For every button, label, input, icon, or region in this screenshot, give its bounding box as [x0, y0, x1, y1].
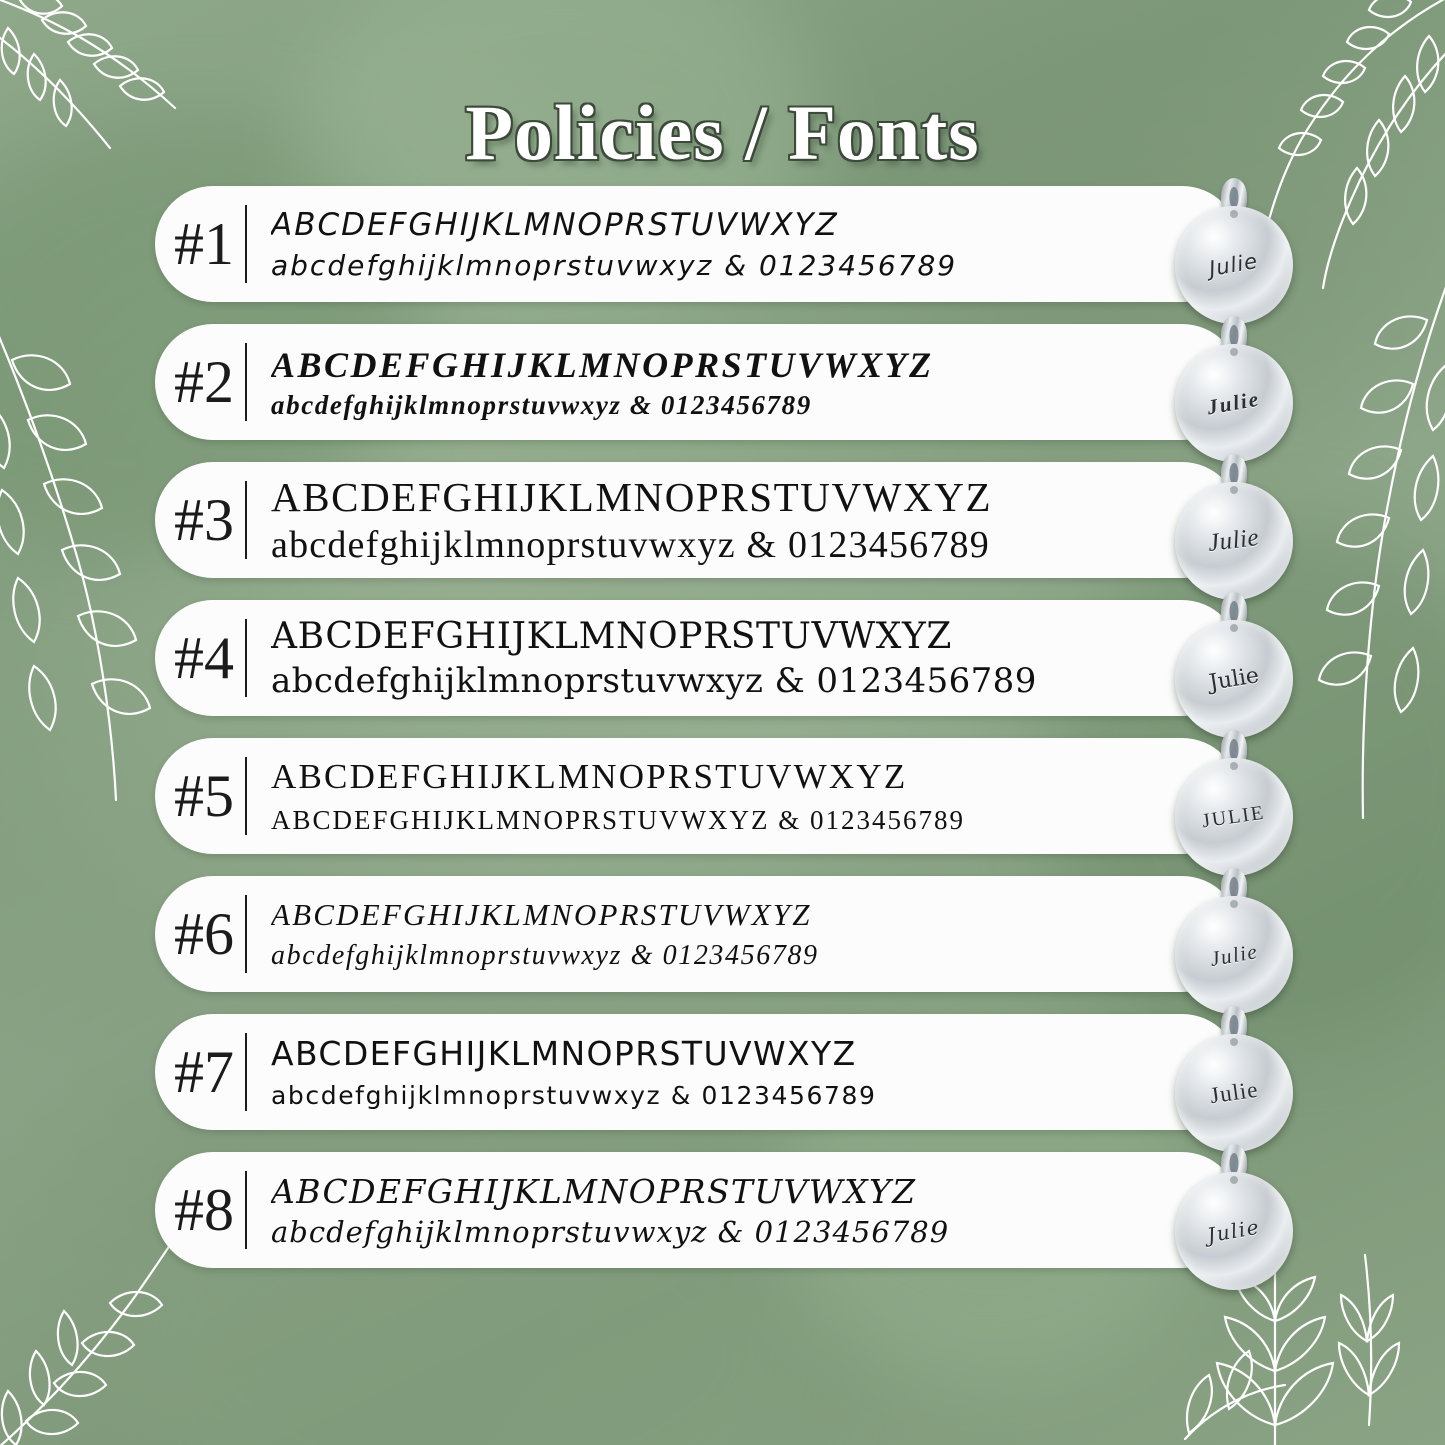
charm-engraved-name: Julie	[1207, 662, 1261, 696]
font-option-number: #2	[174, 349, 234, 415]
font-option-pill[interactable]	[155, 462, 1240, 578]
charm-engraved-name: Julie	[1206, 523, 1261, 558]
font-sample	[271, 473, 1240, 567]
pendant-charm	[1170, 316, 1298, 464]
font-option-pill[interactable]	[155, 1014, 1240, 1130]
pendant-charm	[1170, 1006, 1298, 1154]
divider	[245, 1171, 247, 1249]
divider	[245, 343, 247, 421]
font-sample-uppercase: ABCDEFGHIJKLMNOPRSTUVWXYZ	[271, 896, 812, 932]
divider	[245, 895, 247, 973]
font-sample-lowercase: abcdefghijklmnoprstuvwxyz & 0123456789	[271, 1214, 950, 1249]
font-option-row[interactable]	[0, 1152, 1445, 1278]
pendant-charm	[1170, 868, 1298, 1016]
font-option-row[interactable]	[0, 186, 1445, 312]
font-option-pill[interactable]	[155, 1152, 1240, 1268]
font-option-pill[interactable]	[155, 600, 1240, 716]
font-option-number: #7	[174, 1039, 234, 1105]
font-option-pill[interactable]	[155, 738, 1240, 854]
font-sample	[271, 757, 1240, 836]
font-sample-lowercase: abcdefghijklmnoprstuvwxyz & 0123456789	[271, 660, 1037, 701]
charm-engraved-name: Julie	[1208, 938, 1260, 971]
charm-disc	[1175, 344, 1293, 462]
pendant-charm	[1170, 730, 1298, 878]
font-option-number: #1	[174, 211, 234, 277]
font-option-pill[interactable]	[155, 876, 1240, 992]
charm-engraved-name: Julie	[1207, 248, 1261, 282]
divider	[245, 1033, 247, 1111]
pendant-charm	[1170, 454, 1298, 602]
font-sample-uppercase: ABCDEFGHIJKLMNOPRSTUVWXYZ	[271, 1034, 857, 1073]
font-option-number: #6	[174, 901, 234, 967]
charm-disc	[1175, 1034, 1293, 1152]
font-sample-uppercase: ABCDEFGHIJKLMNOPRSTUVWXYZ	[271, 206, 839, 243]
font-sample-uppercase: ABCDEFGHIJKLMNOPRSTUVWXYZ	[271, 756, 908, 796]
font-option-number: #8	[174, 1177, 234, 1243]
pendant-charm	[1170, 178, 1298, 326]
font-sample-lowercase: ABCDEFGHIJKLMNOPRSTUVWXYZ & 0123456789	[271, 804, 966, 835]
font-option-number: #5	[174, 763, 234, 829]
font-sample-uppercase: ABCDEFGHIJKLMNOPRSTUVWXYZ	[271, 615, 953, 657]
charm-disc	[1175, 896, 1293, 1014]
charm-engraved-name: JULIE	[1201, 801, 1267, 832]
font-option-row[interactable]	[0, 1014, 1445, 1140]
font-option-row[interactable]	[0, 462, 1445, 588]
font-option-row[interactable]	[0, 324, 1445, 450]
font-options-list	[0, 186, 1445, 1290]
font-option-row[interactable]	[0, 876, 1445, 1002]
font-sample-uppercase: ABCDEFGHIJKLMNOPRSTUVWXYZ	[271, 344, 934, 385]
font-sample-lowercase: abcdefghijklmnoprstuvwxyz & 0123456789	[271, 524, 990, 566]
font-sample-lowercase: abcdefghijklmnoprstuvwxyz & 0123456789	[271, 248, 958, 282]
font-sample	[271, 1034, 1240, 1110]
charm-disc	[1175, 758, 1293, 876]
pendant-charm	[1170, 1144, 1298, 1292]
font-sample-lowercase: abcdefghijklmnoprstuvwxyz & 0123456789	[271, 939, 819, 971]
charm-disc	[1175, 482, 1293, 600]
font-sample-uppercase: ABCDEFGHIJKLMNOPRSTUVWXYZ	[271, 1171, 917, 1211]
font-sample	[271, 344, 1240, 421]
font-sample-lowercase: abcdefghijklmnoprstuvwxyz & 0123456789	[271, 1081, 877, 1110]
charm-disc	[1175, 620, 1293, 738]
charm-engraved-name: Julie	[1205, 386, 1263, 419]
font-sample-lowercase: abcdefghijklmnoprstuvwxyz & 0123456789	[271, 389, 812, 420]
font-sample	[271, 1172, 1240, 1249]
charm-disc	[1175, 1172, 1293, 1290]
font-option-number: #3	[174, 487, 234, 553]
font-sample	[271, 207, 1240, 282]
font-option-pill[interactable]	[155, 186, 1240, 302]
divider	[245, 619, 247, 697]
divider	[245, 481, 247, 559]
font-sample	[271, 897, 1240, 972]
font-option-number: #4	[174, 625, 234, 691]
pendant-charm	[1170, 592, 1298, 740]
font-sample-uppercase: ABCDEFGHIJKLMNOPRSTUVWXYZ	[271, 474, 993, 520]
font-option-row[interactable]	[0, 600, 1445, 726]
font-option-row[interactable]	[0, 738, 1445, 864]
charm-engraved-name: Julie	[1205, 1214, 1263, 1248]
font-option-pill[interactable]	[155, 324, 1240, 440]
page-title: Policies / Fonts	[465, 89, 980, 177]
charm-disc	[1175, 206, 1293, 324]
divider	[245, 205, 247, 283]
charm-engraved-name: Julie	[1208, 1076, 1260, 1109]
divider	[245, 757, 247, 835]
font-sample	[271, 616, 1240, 701]
